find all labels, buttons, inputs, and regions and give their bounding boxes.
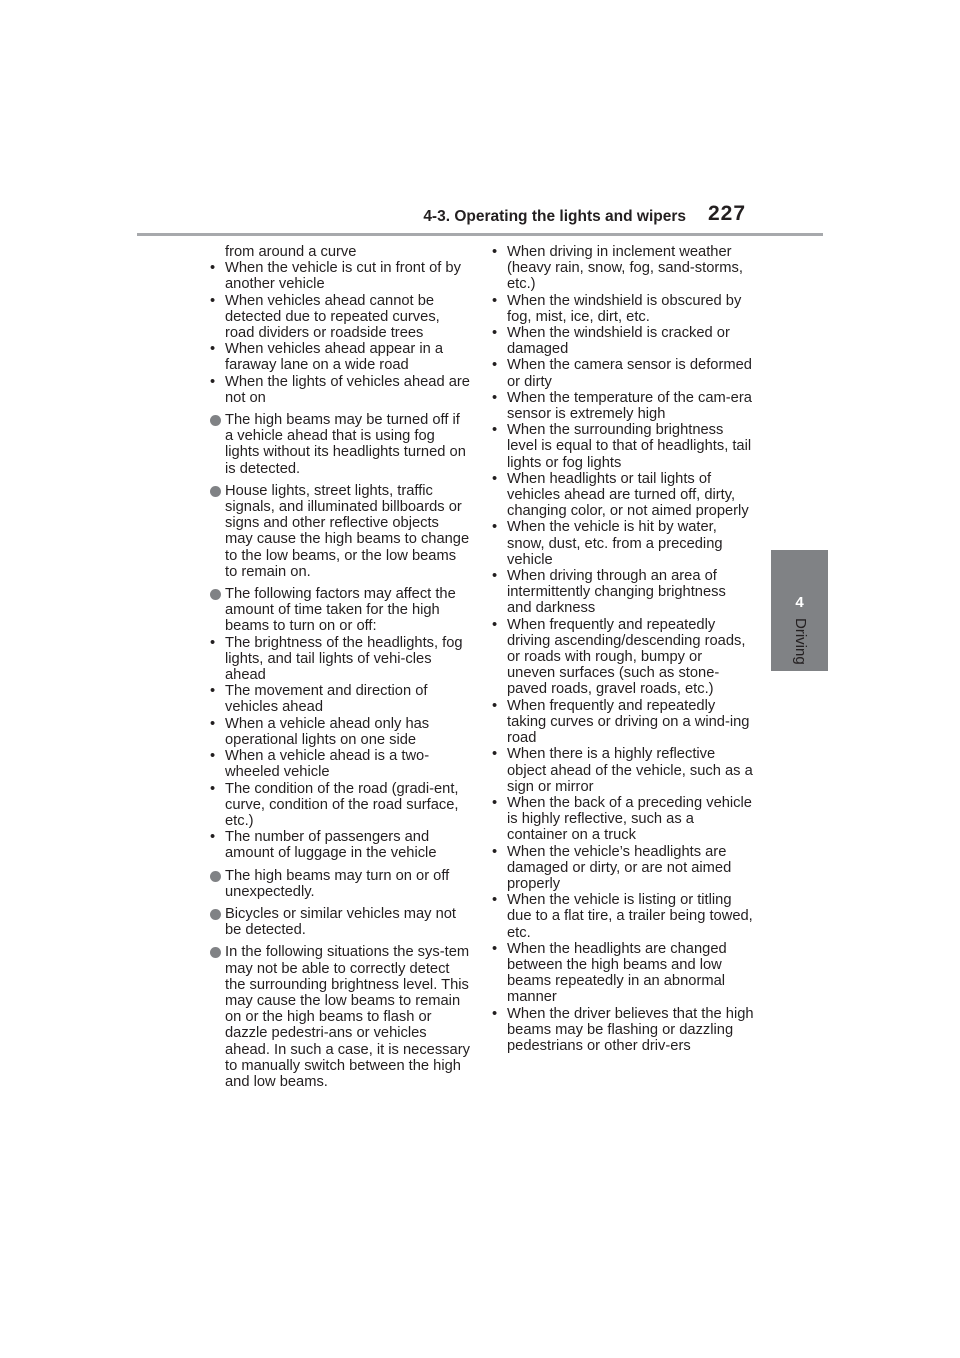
note-text: The high beams may be turned off if a vehicle ahead that is using fog lights without its headlights turned on is detected. [225, 412, 466, 477]
circle-bullet-icon [210, 589, 221, 600]
list-item: • The brightness of the headlights, fog lights, and tail lights of vehi-cles ahead [210, 635, 470, 684]
situation-list [492, 244, 754, 1054]
circle-bullet-icon [210, 909, 221, 920]
list-item: • When frequently and repeatedly driving ascending/descending roads, or roads with rough, bumpy or uneven surfaces (such as stone-paved roads, gravel roads, etc.) [492, 617, 754, 698]
note-bullet [210, 586, 470, 861]
factor-list [225, 635, 470, 862]
note-text: Bicycles or similar vehicles may not be detected. [225, 905, 456, 939]
note-text: The high beams may turn on or off unexpectedly. [225, 867, 450, 900]
list-item: • The number of passengers and amount of luggage in the vehicle [210, 829, 470, 861]
note-text: In the following situations the sys-tem may not be able to correctly detect the surrounding brightness level. This may cause the low beams to remain on or the high beams to flash or dazzle pedestri-ans or vehicles ahead. In such a case, it is necessary to manually switch between the high and low beams. [225, 944, 470, 1090]
right-column [492, 244, 754, 1054]
header-rule [137, 233, 823, 236]
list-item: • When vehicles ahead cannot be detected due to repeated curves, road dividers or roadside trees [210, 293, 470, 342]
note-text: House lights, street lights, traffic signals, and illuminated billboards or signs and other reflective objects may cause the high beams to change to the low beams, or the low beams to remain on. [225, 482, 470, 580]
note-bullet [210, 868, 470, 900]
list-item: • When driving in inclement weather (heavy rain, snow, fog, sand-storms, etc.) [492, 244, 754, 293]
circle-bullet-icon [210, 947, 221, 958]
note-bullet [210, 944, 470, 1090]
note-bullet [210, 412, 470, 477]
continued-text: from around a curve [225, 244, 357, 260]
list-item: • When the vehicle is cut in front of by another vehicle [210, 260, 470, 292]
list-item: • When the surrounding brightness level is equal to that of headlights, tail lights or fog lights [492, 422, 754, 471]
list-item: • When a vehicle ahead is a two-wheeled vehicle [210, 748, 470, 780]
circle-bullet-icon [210, 871, 221, 882]
list-item: • When the headlights are changed between the high beams and low beams repeatedly in an abnormal manner [492, 941, 754, 1006]
note-bullet [210, 906, 470, 938]
list-item: • When headlights or tail lights of vehicles ahead are turned off, dirty, changing color, or not aimed properly [492, 471, 754, 520]
list-item: • When the vehicle’s headlights are damaged or dirty, or are not aimed properly [492, 844, 754, 893]
list-item: • When vehicles ahead appear in a faraway lane on a wide road [210, 341, 470, 373]
list-item: • When the temperature of the cam-era sensor is extremely high [492, 390, 754, 422]
list-item: • When driving through an area of intermittently changing brightness and darkness [492, 568, 754, 617]
note-text: The following factors may affect the amount of time taken for the high beams to turn on or off: [225, 586, 456, 635]
list-item: • When there is a highly reflective object ahead of the vehicle, such as a sign or mirror [492, 746, 754, 795]
section-title: 4-3. Operating the lights and wipers [423, 208, 686, 225]
continued-list [210, 260, 470, 406]
left-column [210, 244, 470, 1090]
chapter-label: Driving [792, 618, 809, 665]
list-item: • When the windshield is cracked or damaged [492, 325, 754, 357]
list-item: • When the camera sensor is deformed or dirty [492, 357, 754, 389]
circle-bullet-icon [210, 486, 221, 497]
list-item: • When the back of a preceding vehicle is highly reflective, such as a container on a truck [492, 795, 754, 844]
list-item: • When the vehicle is listing or titling due to a flat tire, a trailer being towed, etc. [492, 892, 754, 941]
chapter-number: 4 [795, 594, 804, 611]
list-item: • When the driver believes that the high beams may be flashing or dazzling pedestrians or other driv-ers [492, 1006, 754, 1055]
note-bullet [210, 483, 470, 580]
list-item: • The condition of the road (gradi-ent, curve, condition of the road surface, etc.) [210, 781, 470, 830]
list-item: • When the lights of vehicles ahead are not on [210, 374, 470, 406]
page-number: 227 [708, 202, 747, 225]
list-item: • When a vehicle ahead only has operational lights on one side [210, 716, 470, 748]
list-item: • The movement and direction of vehicles ahead [210, 683, 470, 715]
circle-bullet-icon [210, 415, 221, 426]
list-item: • When the vehicle is hit by water, snow, dust, etc. from a preceding vehicle [492, 519, 754, 568]
list-item: • When frequently and repeatedly taking curves or driving on a wind-ing road [492, 698, 754, 747]
list-item: • When the windshield is obscured by fog, mist, ice, dirt, etc. [492, 293, 754, 325]
